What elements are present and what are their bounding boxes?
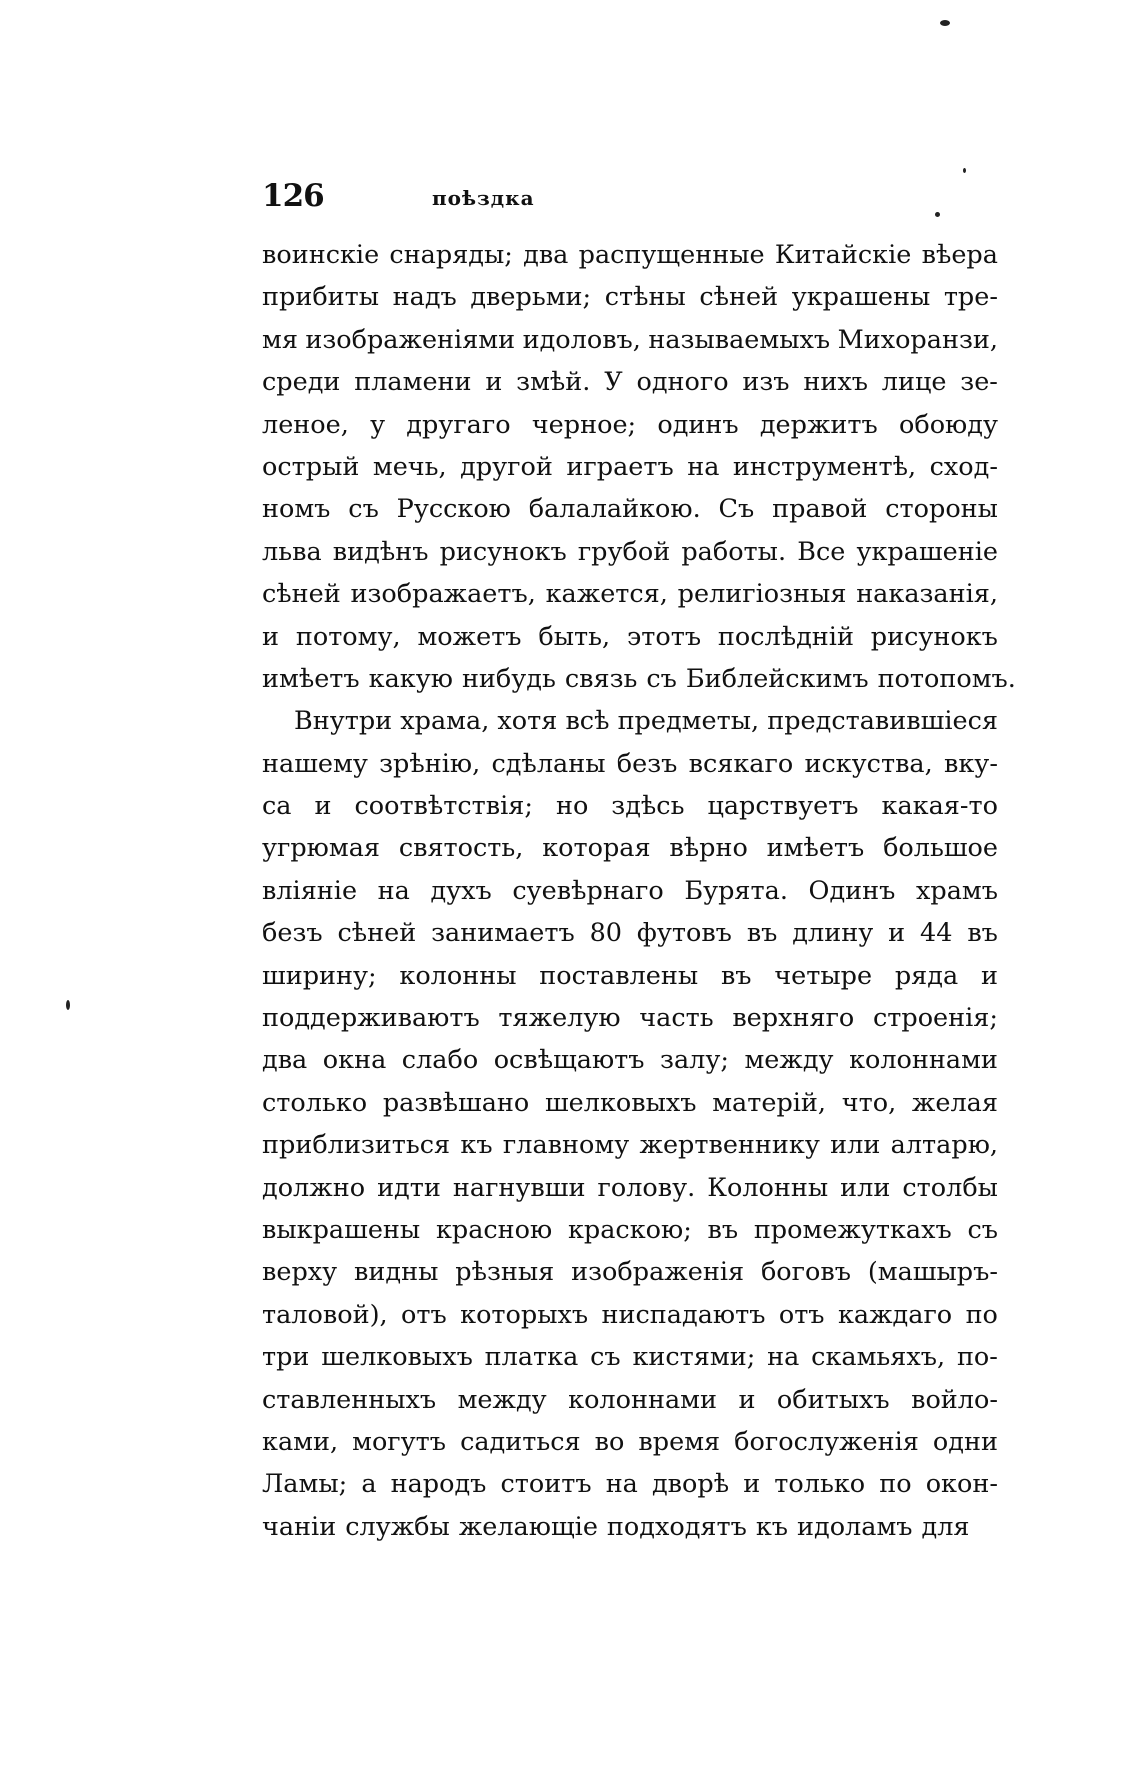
word: колоннами — [568, 1384, 718, 1415]
word: зрѣнію, — [379, 748, 481, 779]
word: Библейскимъ — [685, 663, 869, 694]
word: стоитъ — [500, 1469, 592, 1500]
word: здѣсь — [611, 791, 685, 822]
word: хотя — [497, 706, 558, 737]
word: краскою; — [567, 1214, 692, 1245]
word: изъ — [742, 367, 790, 398]
text-line — [262, 912, 998, 954]
text-line — [262, 1209, 998, 1251]
text-line — [262, 1463, 998, 1505]
word: и — [888, 918, 906, 949]
word: балалайкою. — [528, 494, 701, 525]
word: или — [830, 1130, 881, 1161]
word: матерій, — [712, 1087, 827, 1118]
word: въ — [707, 1214, 739, 1245]
text-line — [262, 573, 998, 615]
word: можетъ — [417, 621, 522, 652]
word: съ — [967, 1214, 998, 1245]
word: съ — [646, 663, 677, 694]
word: во — [594, 1426, 625, 1457]
word: красною — [435, 1214, 553, 1245]
word: идоловъ, — [522, 324, 641, 355]
word: колонны — [399, 960, 517, 991]
text-line — [262, 1336, 998, 1378]
word: для — [921, 1511, 970, 1542]
word: Михоранзи, — [837, 324, 998, 355]
word: вліяніе — [262, 875, 358, 906]
word: скамьяхъ, — [811, 1342, 946, 1373]
text-body — [262, 234, 1016, 1548]
word: какую — [368, 663, 453, 694]
word: Бурята. — [684, 875, 788, 906]
word: работы. — [681, 536, 787, 567]
word: Китайскіе — [774, 240, 912, 270]
word: грубой — [577, 536, 671, 567]
word: три — [262, 1342, 310, 1373]
word: столбы — [902, 1172, 998, 1203]
word: по — [965, 1299, 998, 1330]
word: воинскіе — [262, 240, 380, 270]
scan-speck — [963, 168, 966, 173]
text-line — [262, 785, 998, 827]
word: другой — [460, 451, 553, 482]
word: у — [370, 409, 386, 440]
word: садиться — [460, 1426, 581, 1457]
word: предметы, — [617, 706, 760, 737]
word: которая — [542, 833, 651, 864]
word: и — [743, 1469, 761, 1500]
word: номъ — [262, 494, 331, 525]
word: обоюду — [898, 409, 998, 440]
word: залу; — [660, 1045, 729, 1076]
word: рисунокъ — [439, 536, 567, 567]
word: Колонны — [707, 1172, 829, 1203]
word: сѣней — [337, 918, 417, 949]
word: каждаго — [837, 1299, 953, 1330]
text-line — [262, 1294, 998, 1336]
word: освѣщаютъ — [493, 1045, 645, 1076]
word: вѣера — [921, 240, 998, 270]
scan-speck — [935, 212, 940, 217]
word: изображаетъ, — [350, 579, 536, 610]
running-title: поѣздка — [432, 186, 535, 210]
word: народъ — [390, 1469, 487, 1500]
word: отъ — [778, 1299, 825, 1330]
word: змѣй. — [516, 367, 591, 398]
word: тяжелую — [498, 1003, 621, 1034]
word: сѣней — [262, 579, 341, 610]
word: верху — [262, 1257, 338, 1288]
word: дворѣ — [651, 1469, 730, 1500]
page-number: 126 — [262, 178, 324, 214]
text-line — [262, 1251, 998, 1293]
word: леное, — [262, 409, 349, 440]
word: одни — [932, 1426, 998, 1457]
word: длину — [792, 918, 874, 949]
word: мечь, — [372, 451, 447, 482]
text-line — [262, 1379, 998, 1421]
word: представившіеся — [767, 706, 998, 737]
word: голову. — [597, 1172, 696, 1203]
word: въ — [746, 918, 778, 949]
word: и — [314, 791, 332, 822]
word: что, — [841, 1087, 897, 1118]
text-line — [262, 1039, 998, 1081]
word: одинъ — [657, 409, 739, 440]
text-line — [262, 361, 998, 403]
word: духъ — [430, 875, 492, 906]
word: къ — [460, 1130, 493, 1161]
text-line — [262, 319, 998, 361]
word: угрюмая — [262, 833, 381, 864]
word: на — [605, 1469, 638, 1500]
word: всѣ — [565, 706, 610, 737]
word: Русскою — [396, 494, 511, 525]
word: могутъ — [352, 1426, 447, 1457]
word: этотъ — [626, 621, 702, 652]
word: жертвеннику — [639, 1130, 820, 1161]
word: и — [262, 621, 279, 652]
word: ряда — [894, 960, 959, 991]
text-line — [262, 1506, 998, 1548]
word: отъ — [401, 1299, 447, 1330]
word: которыхъ — [460, 1299, 589, 1330]
word: только — [774, 1469, 866, 1500]
word: идти — [377, 1172, 441, 1203]
text-line — [262, 955, 998, 997]
word: одного — [636, 367, 729, 398]
word: Ламы; — [262, 1469, 348, 1500]
word: верхняго — [732, 1003, 855, 1034]
word: или — [840, 1172, 891, 1203]
word: суевѣрнаго — [512, 875, 664, 906]
word: по — [879, 1469, 912, 1500]
word: быть, — [538, 621, 611, 652]
word: желающіе — [458, 1511, 598, 1542]
word: безъ — [616, 748, 678, 779]
word: на — [377, 875, 410, 906]
word: лице — [881, 367, 947, 398]
word: окна — [322, 1045, 387, 1076]
word: и — [485, 367, 503, 398]
word: поддерживаютъ — [262, 1003, 480, 1034]
word: стороны — [885, 494, 998, 525]
word: сход- — [929, 451, 998, 482]
word: съ — [348, 494, 379, 525]
word: изображенія — [571, 1257, 745, 1288]
word: на — [767, 1342, 800, 1373]
word: всякаго — [688, 748, 794, 779]
word: храма, — [400, 706, 490, 737]
word: должно — [262, 1172, 366, 1203]
word: стѣны — [604, 282, 686, 313]
word: нагнувши — [452, 1172, 586, 1203]
word: службы — [345, 1511, 450, 1542]
word: въ — [720, 960, 752, 991]
word: съ — [590, 1342, 621, 1373]
word: Съ — [718, 494, 755, 525]
word: рѣзныя — [455, 1257, 555, 1288]
word: сдѣланы — [491, 748, 606, 779]
word: держитъ — [759, 409, 878, 440]
word: между — [457, 1384, 547, 1415]
word: въ — [967, 918, 998, 949]
word: религіозныя — [677, 579, 847, 610]
text-line — [262, 997, 998, 1039]
word: подходятъ — [606, 1511, 747, 1542]
text-line — [262, 1124, 998, 1166]
word: слабо — [401, 1045, 479, 1076]
word: боговъ — [760, 1257, 851, 1288]
word: Внутри — [294, 706, 393, 737]
word: нашему — [262, 748, 368, 779]
word: два — [523, 240, 569, 270]
page-header — [262, 178, 992, 222]
word: и — [980, 960, 998, 991]
word: богослуженія — [734, 1426, 919, 1457]
word: среди — [262, 367, 341, 398]
word: наказанія, — [856, 579, 998, 610]
word: святость, — [398, 833, 524, 864]
word: соотвѣтствія; — [354, 791, 533, 822]
word: дверьми; — [470, 282, 592, 313]
word: У — [604, 367, 623, 398]
word: инструментѣ, — [732, 451, 917, 482]
word: прибиты — [262, 282, 380, 313]
word: желая — [911, 1087, 998, 1118]
word: но — [555, 791, 589, 822]
word: правой — [772, 494, 868, 525]
word: алтарю, — [890, 1130, 998, 1161]
word: идоламъ — [797, 1511, 913, 1542]
word: са — [262, 791, 292, 822]
word: поставлены — [539, 960, 699, 991]
word: мя — [262, 324, 298, 355]
word: таловой), — [262, 1299, 388, 1330]
word: колоннами — [849, 1045, 998, 1076]
text-line — [262, 446, 998, 488]
word: по- — [956, 1342, 998, 1373]
word: льва — [262, 536, 322, 567]
word: промежуткахъ — [753, 1214, 952, 1245]
word: ниспадаютъ — [601, 1299, 766, 1330]
word: вѣрно — [669, 833, 748, 864]
word: искуства, — [804, 748, 933, 779]
scan-speck — [940, 20, 950, 26]
word: потопомъ. — [877, 663, 1016, 694]
word: имѣетъ — [262, 663, 360, 694]
word: имѣетъ — [766, 833, 865, 864]
word: платка — [484, 1342, 579, 1373]
word: нихъ — [803, 367, 868, 398]
word: черное; — [531, 409, 637, 440]
word: снаряды; — [389, 240, 513, 270]
word: изображеніями — [305, 324, 516, 355]
word: безъ — [262, 918, 323, 949]
word: столько — [262, 1087, 368, 1118]
word: время — [638, 1426, 721, 1457]
word: послѣдній — [717, 621, 854, 652]
word: играетъ — [566, 451, 674, 482]
text-line — [262, 531, 998, 573]
word: приблизиться — [262, 1130, 451, 1161]
word: четыре — [774, 960, 873, 991]
text-line — [262, 404, 998, 446]
word: ставленныхъ — [262, 1384, 437, 1415]
word: къ — [755, 1511, 788, 1542]
word: зе- — [960, 367, 998, 398]
word: а — [361, 1469, 377, 1500]
text-line — [262, 743, 998, 785]
word: рисунокъ — [870, 621, 998, 652]
word: занимаетъ — [431, 918, 575, 949]
word: кажется, — [545, 579, 668, 610]
word: два — [262, 1045, 308, 1076]
word: обитыхъ — [776, 1384, 890, 1415]
word: называемыхъ — [648, 324, 831, 355]
word: между — [744, 1045, 834, 1076]
word: большое — [883, 833, 998, 864]
text-line — [262, 276, 998, 318]
word: сѣней — [699, 282, 779, 313]
text-line — [262, 234, 998, 276]
scan-speck — [66, 1000, 70, 1010]
word: выкрашены — [262, 1214, 421, 1245]
word: на — [687, 451, 720, 482]
text-line — [262, 616, 998, 658]
word: ками, — [262, 1426, 339, 1457]
word: (машыръ- — [867, 1257, 998, 1288]
word: нибудь — [461, 663, 556, 694]
word: другаго — [406, 409, 511, 440]
word: развѣшано — [382, 1087, 530, 1118]
word: видѣнъ — [332, 536, 429, 567]
word: потому, — [295, 621, 401, 652]
word: и — [738, 1384, 756, 1415]
word: ширину; — [262, 960, 377, 991]
text-line — [262, 827, 998, 869]
word: 80 — [589, 918, 623, 949]
word: кистями; — [632, 1342, 756, 1373]
text-line — [262, 1167, 998, 1209]
word: Одинъ — [808, 875, 896, 906]
text-line — [262, 700, 998, 742]
word: шелковыхъ — [544, 1087, 697, 1118]
word: храмъ — [915, 875, 998, 906]
word: строенія; — [872, 1003, 998, 1034]
word: видны — [354, 1257, 439, 1288]
word: надъ — [392, 282, 457, 313]
word: шелковыхъ — [321, 1342, 473, 1373]
word: Все — [797, 536, 846, 567]
word: пламени — [354, 367, 472, 398]
text-line — [262, 1421, 998, 1463]
text-line — [262, 1082, 998, 1124]
word: главному — [502, 1130, 630, 1161]
word: распущенные — [578, 240, 765, 270]
word: футовъ — [636, 918, 732, 949]
word: тре- — [943, 282, 998, 313]
word: вку- — [944, 748, 998, 779]
word: украшеніе — [856, 536, 998, 567]
word: чаніи — [262, 1511, 337, 1542]
word: какая-то — [881, 791, 998, 822]
word: часть — [639, 1003, 714, 1034]
word: 44 — [919, 918, 953, 949]
text-line — [262, 488, 998, 530]
word: окон- — [925, 1469, 998, 1500]
word: царствуетъ — [707, 791, 859, 822]
text-line — [262, 658, 1016, 700]
word: украшены — [791, 282, 931, 313]
word: острый — [262, 451, 360, 482]
word: связь — [564, 663, 638, 694]
text-line — [262, 870, 998, 912]
word: войло- — [911, 1384, 998, 1415]
